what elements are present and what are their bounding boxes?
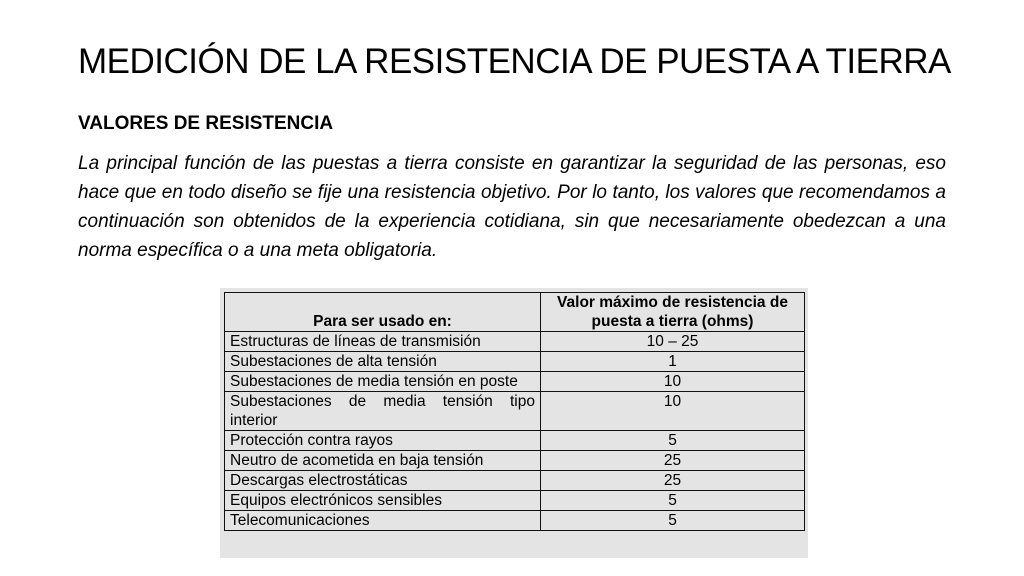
row-value: 5 [541,491,805,511]
row-use: Equipos electrónicos sensibles [225,491,541,511]
row-use: Estructuras de líneas de transmisión [225,332,541,352]
row-use: Subestaciones de media tensión tipo interior [225,392,541,431]
slide-title: MEDICIÓN DE LA RESISTENCIA DE PUESTA A TIERRA [78,42,951,81]
table-row [225,491,805,511]
row-use: Subestaciones de alta tensión [225,352,541,372]
row-use: Subestaciones de media tensión en poste [225,372,541,392]
row-use: Protección contra rayos [225,431,541,451]
row-value: 25 [541,471,805,491]
resistance-table [224,292,805,531]
table-header-row [225,293,805,332]
table-row [225,352,805,372]
header-max-resistance: Valor máximo de resistencia de puesta a tierra (ohms) [541,293,805,332]
section-subtitle: VALORES DE RESISTENCIA [78,113,334,134]
table-row [225,511,805,531]
table-row [225,471,805,491]
header-use: Para ser usado en: [225,293,541,332]
row-value: 10 [541,372,805,392]
row-value: 1 [541,352,805,372]
row-use: Neutro de acometida en baja tensión [225,451,541,471]
row-value: 10 [541,392,805,431]
body-paragraph: La principal función de las puestas a tierra consiste en garantizar la seguridad de las personas, eso hace que en todo diseño se fije una resistencia objetivo. Por lo tanto, los valores que recomendamos a continuación son obtenidos de la experiencia cotidiana, sin que necesariamente obedezcan a una norma específica o a una meta obligatoria. [78,153,946,261]
row-value: 25 [541,451,805,471]
row-use: Descargas electrostáticas [225,471,541,491]
table-row [225,332,805,352]
table-row [225,392,805,431]
resistance-table-image [220,288,808,558]
row-value: 5 [541,431,805,451]
row-value: 5 [541,511,805,531]
table-row [225,431,805,451]
table-row [225,451,805,471]
row-value: 10 – 25 [541,332,805,352]
table-row [225,372,805,392]
row-use: Telecomunicaciones [225,511,541,531]
